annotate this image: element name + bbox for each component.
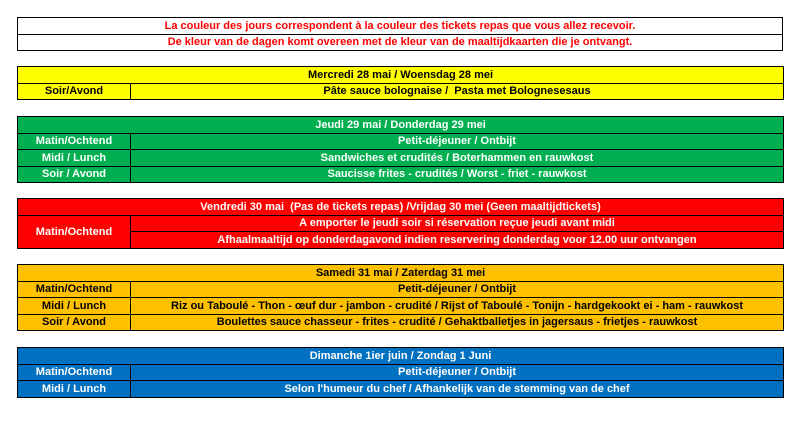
meal-row-evening (18, 314, 784, 331)
meal-menu: Petit-déjeuner / Ontbijt (131, 281, 784, 298)
meal-label: Soir / Avond (18, 314, 131, 331)
day-block-saturday (17, 264, 784, 331)
meal-row-morning (18, 364, 784, 381)
meal-menu: Boulettes sauce chasseur - frites - crudité / Gehaktballetjes in jagersaus - frietjes - rauwkost (131, 314, 784, 331)
meal-label: Matin/Ochtend (18, 281, 131, 298)
meal-row-evening (18, 166, 784, 183)
meal-label: Matin/Ochtend (18, 133, 131, 150)
meal-menu: Petit-déjeuner / Ontbijt (131, 364, 784, 381)
meal-row-morning-cont (18, 232, 784, 249)
color-notice-box (17, 17, 783, 51)
day-title: Samedi 31 mai / Zaterdag 31 mei (18, 265, 784, 282)
day-block-sunday (17, 347, 784, 398)
day-header-row (18, 199, 784, 216)
meal-row-morning (18, 215, 784, 232)
meal-label: Soir/Avond (18, 83, 131, 100)
day-header-row (18, 117, 784, 134)
meal-menu: Riz ou Taboulé - Thon - œuf dur - jambon - crudité / Rijst of Taboulé - Tonijn - hardgekookt ei - ham - rauwkost (131, 298, 784, 315)
meal-menu: Sandwiches et crudités / Boterhammen en rauwkost (131, 150, 784, 167)
day-header-row (18, 348, 784, 365)
day-title: Jeudi 29 mai / Donderdag 29 mei (18, 117, 784, 134)
meal-menu-line: Afhaalmaaltijd op donderdagavond indien reservering donderdag voor 12.00 uur ontvangen (131, 232, 784, 249)
meal-label: Matin/Ochtend (18, 364, 131, 381)
meal-menu-line: A emporter le jeudi soir si réservation reçue jeudi avant midi (131, 215, 784, 232)
day-title: Dimanche 1ier juin / Zondag 1 Juni (18, 348, 784, 365)
meal-row-lunch (18, 298, 784, 315)
notice-row-fr (18, 18, 783, 35)
meal-label: Matin/Ochtend (18, 215, 131, 248)
notice-text-fr: La couleur des jours correspondent à la couleur des tickets repas que vous allez recevoir. (18, 18, 783, 35)
notice-text-nl: De kleur van de dagen komt overeen met de kleur van de maaltijdkaarten die je ontvangt. (18, 34, 783, 51)
meal-menu: Pâte sauce bolognaise / Pasta met Bolognesesaus (131, 83, 784, 100)
meal-label: Midi / Lunch (18, 150, 131, 167)
meal-label: Midi / Lunch (18, 381, 131, 398)
meal-label: Midi / Lunch (18, 298, 131, 315)
meal-label: Soir / Avond (18, 166, 131, 183)
day-title: Vendredi 30 mai (Pas de tickets repas) /Vrijdag 30 mei (Geen maaltijdtickets) (18, 199, 784, 216)
meal-row-lunch (18, 150, 784, 167)
meal-menu: Selon l'humeur du chef / Afhankelijk van de stemming van de chef (131, 381, 784, 398)
day-block-thursday (17, 116, 784, 183)
day-title: Mercredi 28 mai / Woensdag 28 mei (18, 67, 784, 84)
day-header-row (18, 265, 784, 282)
day-header-row (18, 67, 784, 84)
day-block-friday (17, 198, 784, 249)
meal-row-lunch (18, 381, 784, 398)
day-block-wednesday (17, 66, 784, 100)
meal-menu: Saucisse frites - crudités / Worst - friet - rauwkost (131, 166, 784, 183)
meal-row-morning (18, 133, 784, 150)
meal-row-evening (18, 83, 784, 100)
meal-row-morning (18, 281, 784, 298)
notice-row-nl (18, 34, 783, 51)
meal-menu: Petit-déjeuner / Ontbijt (131, 133, 784, 150)
